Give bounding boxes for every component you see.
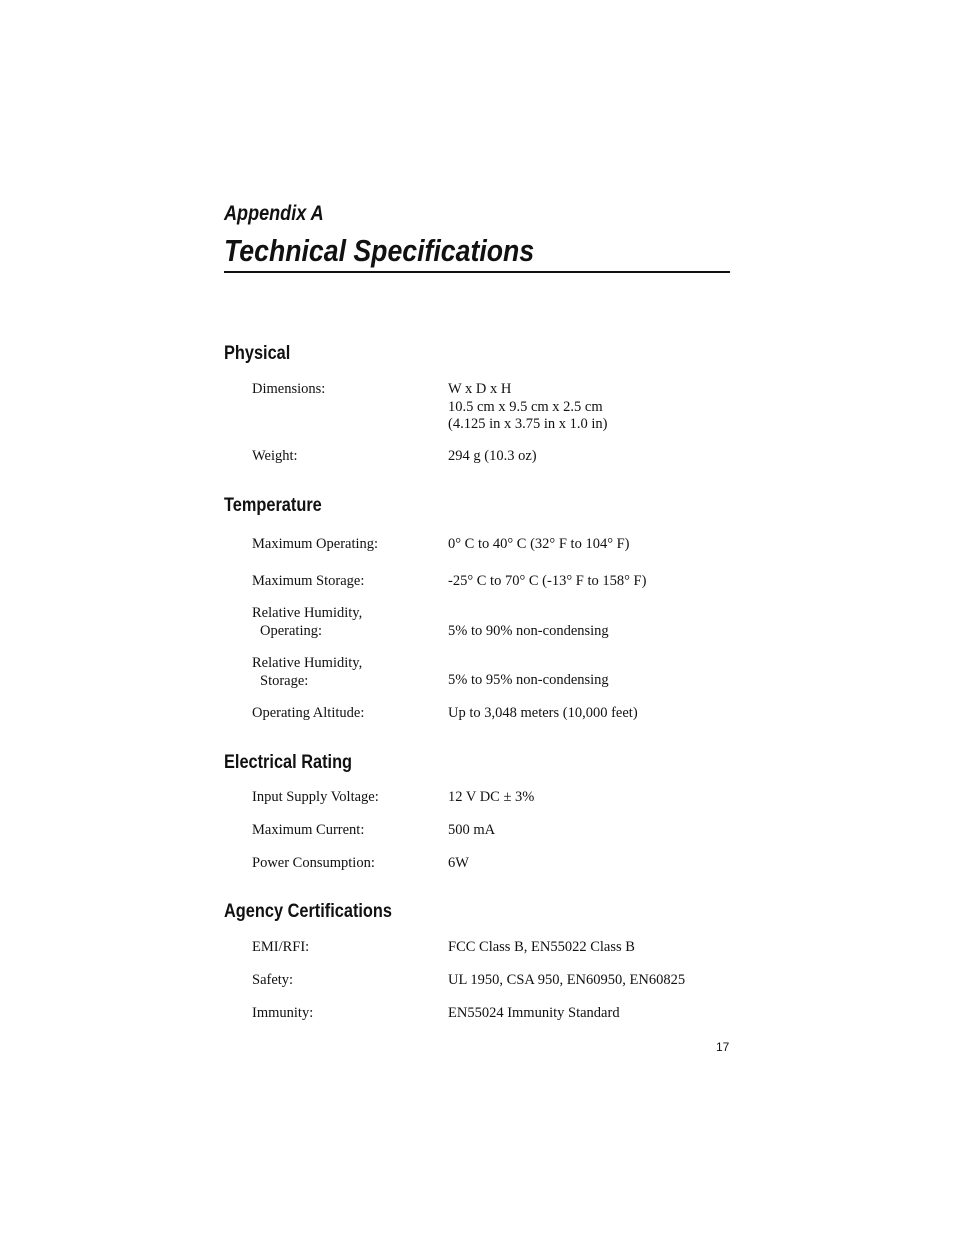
section-heading-electrical: Electrical Rating — [224, 752, 353, 773]
section-heading-temperature: Temperature — [224, 495, 322, 516]
max-operating-value: 0° C to 40° C (32° F to 104° F) — [448, 536, 630, 552]
voltage-value: 12 V DC ± 3% — [448, 789, 535, 805]
rh-storage-label — [252, 655, 362, 690]
max-storage-value: -25° C to 70° C (-13° F to 158° F) — [448, 573, 647, 589]
max-storage-label: Maximum Storage: — [252, 573, 365, 589]
title-rule — [224, 271, 730, 273]
altitude-label: Operating Altitude: — [252, 705, 365, 721]
current-value: 500 mA — [448, 822, 496, 838]
dimensions-value-line: W x D x H — [448, 381, 512, 397]
page-number: 17 — [716, 1040, 730, 1054]
weight-label: Weight: — [252, 448, 298, 464]
max-operating-label: Maximum Operating: — [252, 536, 379, 552]
immunity-value: EN55024 Immunity Standard — [448, 1005, 620, 1021]
rh-storage-value: 5% to 95% non-condensing — [448, 672, 609, 688]
immunity-label: Immunity: — [252, 1005, 314, 1021]
section-heading-physical: Physical — [224, 343, 291, 364]
power-value: 6W — [448, 855, 469, 871]
altitude-value: Up to 3,048 meters (10,000 feet) — [448, 705, 638, 721]
weight-value: 294 g (10.3 oz) — [448, 448, 537, 464]
appendix-label: Appendix A — [224, 202, 324, 225]
current-label: Maximum Current: — [252, 822, 365, 838]
dimensions-value-line: (4.125 in x 3.75 in x 1.0 in) — [448, 416, 608, 432]
page-title: Technical Specifications — [224, 233, 535, 268]
voltage-label: Input Supply Voltage: — [252, 789, 379, 805]
dimensions-label: Dimensions: — [252, 381, 326, 397]
rh-storage-label-line: Storage: — [260, 672, 309, 689]
rh-operating-value: 5% to 90% non-condensing — [448, 623, 609, 639]
rh-storage-label-line: Relative Humidity, — [252, 655, 363, 671]
dimensions-value — [448, 381, 608, 434]
section-heading-agency: Agency Certifications — [224, 901, 392, 922]
emi-value: FCC Class B, EN55022 Class B — [448, 939, 635, 955]
safety-label: Safety: — [252, 972, 294, 988]
rh-operating-label-line: Relative Humidity, — [252, 605, 363, 621]
rh-operating-label-line: Operating: — [260, 622, 323, 639]
dimensions-value-line: 10.5 cm x 9.5 cm x 2.5 cm — [448, 398, 603, 415]
emi-label: EMI/RFI: — [252, 939, 310, 955]
safety-value: UL 1950, CSA 950, EN60950, EN60825 — [448, 972, 686, 988]
rh-operating-label — [252, 605, 362, 640]
power-label: Power Consumption: — [252, 855, 375, 871]
